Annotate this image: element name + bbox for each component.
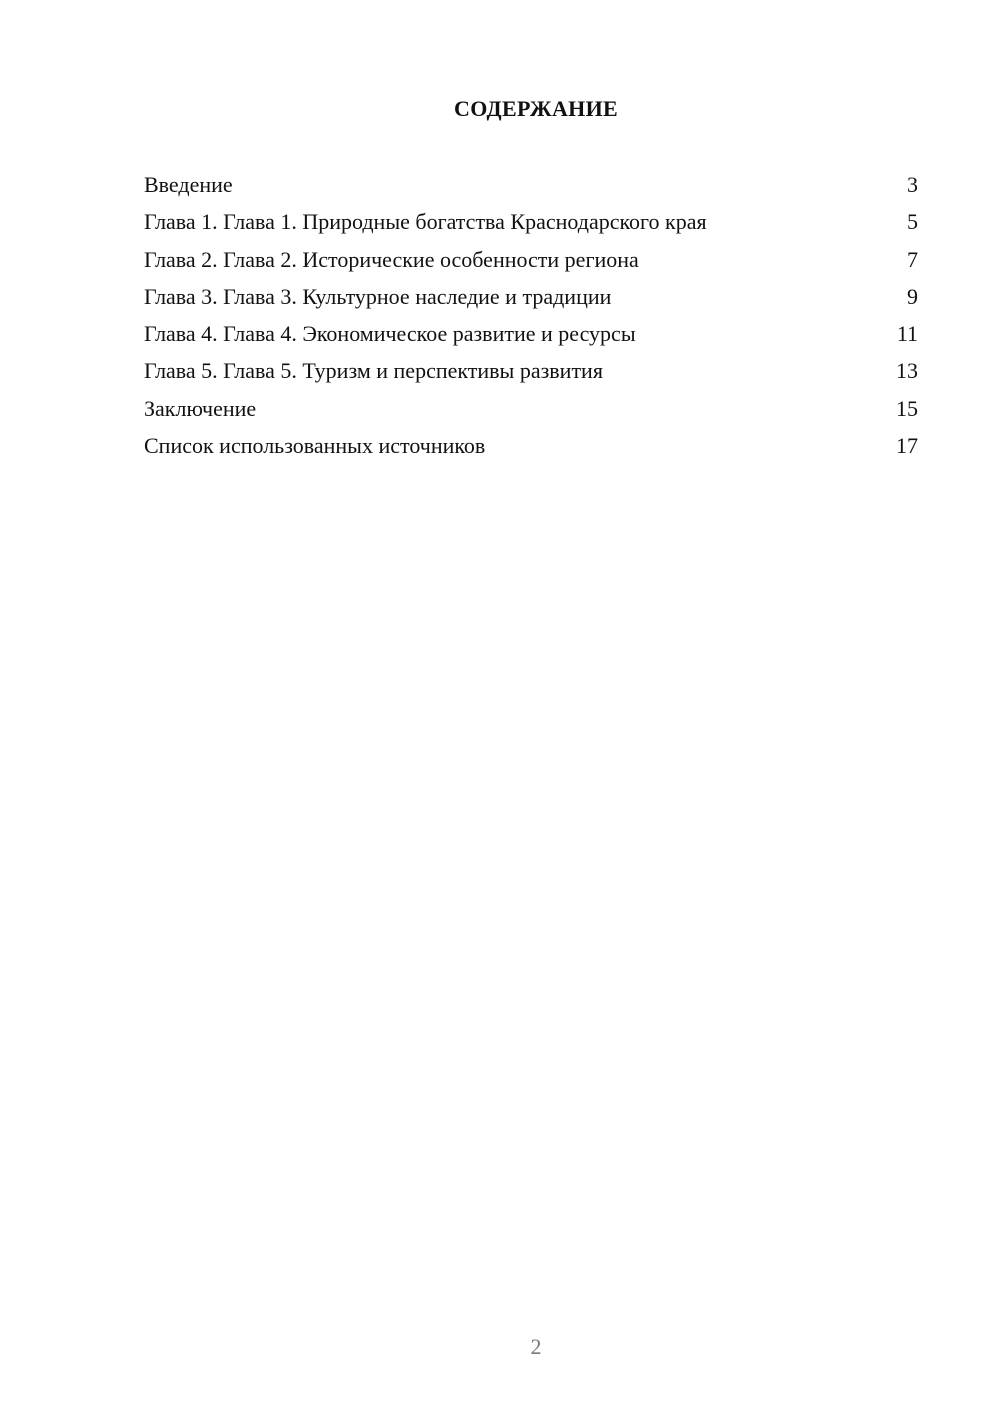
page-number: 2 [530,1334,542,1359]
toc-entry-label: Глава 2. Глава 2. Исторические особенности региона [144,246,639,272]
table-of-contents [144,170,918,468]
toc-entry-page: 13 [896,358,918,384]
toc-entry-label: Глава 4. Глава 4. Экономическое развитие и ресурсы [144,321,636,347]
toc-entry-label: Глава 1. Глава 1. Природные богатства Краснодарского края [144,209,707,235]
toc-entry-page: 3 [907,172,918,197]
toc-entry-introduction[interactable] [144,170,918,207]
toc-entry-conclusion[interactable] [144,394,918,431]
toc-entry-label: Глава 5. Глава 5. Туризм и перспективы развития [144,358,603,384]
toc-entry-page: 9 [907,283,918,309]
toc-entry-page: 11 [896,321,918,347]
toc-entry-label: Введение [144,172,233,197]
toc-entry-chapter-3[interactable] [144,282,918,319]
toc-entry-page: 7 [907,246,918,272]
toc-entry-page: 5 [907,209,918,235]
toc-entry-chapter-5[interactable] [144,356,918,393]
toc-entry-label: Список использованных источников [144,433,486,459]
toc-entry-page: 17 [896,433,918,459]
toc-entry-chapter-1[interactable] [144,207,918,244]
toc-entry-chapter-4[interactable] [144,319,918,356]
toc-entry-label: Заключение [144,395,257,421]
toc-entry-label: Глава 3. Глава 3. Культурное наследие и традиции [144,283,612,309]
toc-entry-chapter-2[interactable] [144,245,918,282]
toc-entry-page: 15 [896,395,918,421]
toc-entry-references[interactable] [144,431,918,468]
toc-title: СОДЕРЖАНИЕ [454,96,618,121]
